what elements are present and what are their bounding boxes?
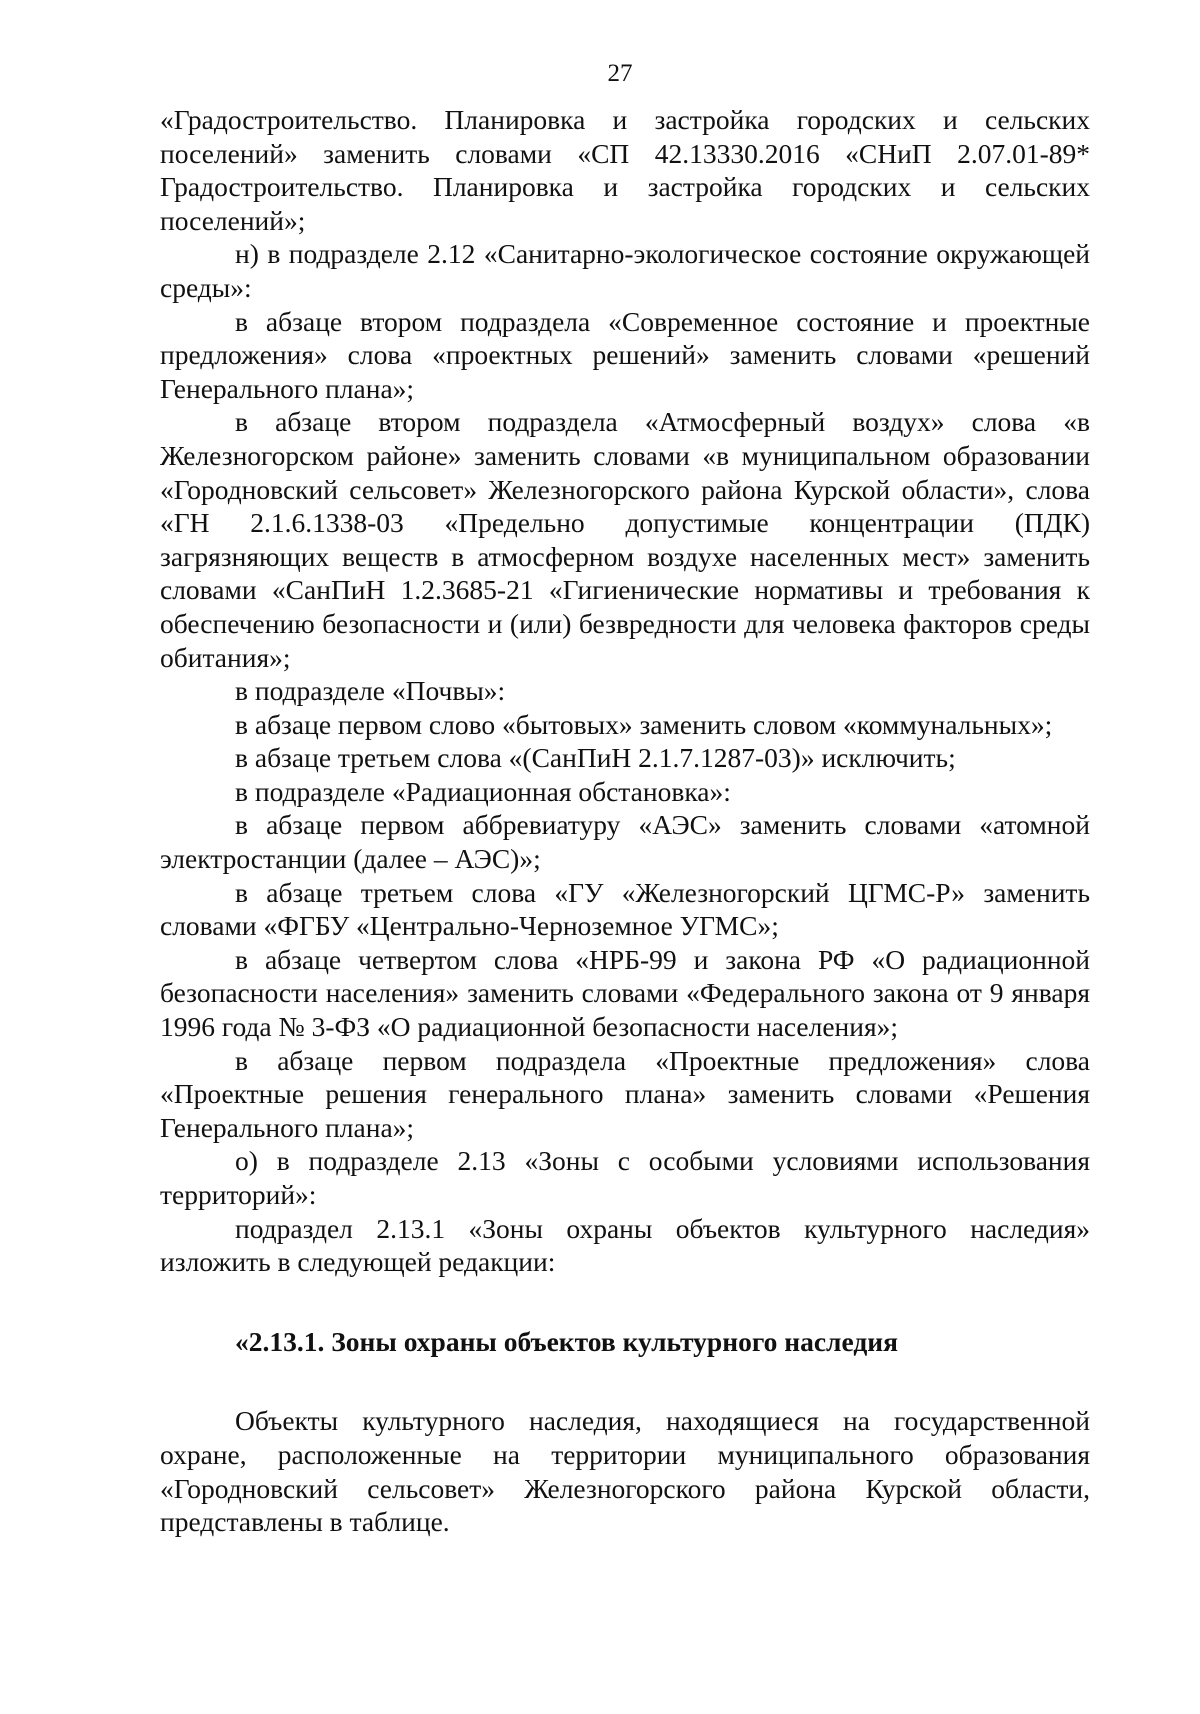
paragraph: в подразделе «Почвы»: <box>235 675 506 707</box>
paragraph: в абзаце третьем слова «(СанПиН 2.1.7.1287-03)» исключить; <box>235 742 956 774</box>
paragraph: н) в подразделе 2.12 «Санитарно-экологическое состояние окружающей среды»: <box>160 238 1090 303</box>
paragraph: в абзаце четвертом слова «НРБ-99 и закона РФ «О радиационной безопасности населения» заменить словами «Федерального закона от 9 января 1996 года № 3-ФЗ «О радиационной безопасности населения»; <box>160 943 1090 1043</box>
section-heading: «2.13.1. Зоны охраны объектов культурного наследия <box>235 1325 898 1357</box>
closing-paragraph: Объекты культурного наследия, находящиеся на государственной охране, расположенные на территории муниципального образования «Городновский сельсовет» Железногорского района Курской области, представлены в таблице. <box>160 1405 1090 1538</box>
paragraph: в подразделе «Радиационная обстановка»: <box>235 775 731 807</box>
paragraph: в абзаце втором подраздела «Современное состояние и проектные предложения» слова «проектных решений» заменить словами «решений Генерального плана»; <box>160 305 1090 404</box>
paragraph: в абзаце первом аббревиатуру «АЭС» заменить словами «атомной электростанции (далее – АЭС)»; <box>160 809 1090 875</box>
paragraph: в абзаце втором подраздела «Атмосферный воздух» слова «в Железногорском районе» заменить словами «в муниципальном образовании «Городновский сельсовет» Железногорского района Курской области», слова «ГН 2.1.6.1338-03 «Предельно допустимые концентрации (ПДК) загрязняющих веществ в атмосферном воздухе населенных мест» заменить словами «СанПиН 1.2.3685-21 «Гигиенические нормативы и требования к обеспечению безопасности и (или) безвредности для человека факторов среды обитания»; <box>160 406 1090 673</box>
document-body <box>160 103 1090 1539</box>
paragraph: в абзаце первом подраздела «Проектные предложения» слова «Проектные решения генерального плана» заменить словами «Решения Генерального плана»; <box>160 1044 1090 1143</box>
paragraph: о) в подразделе 2.13 «Зоны с особыми условиями использования территорий»: <box>160 1145 1090 1210</box>
paragraph: подраздел 2.13.1 «Зоны охраны объектов культурного наследия» изложить в следующей редакции: <box>160 1212 1090 1278</box>
page-number: 27 <box>607 60 633 87</box>
paragraph: в абзаце третьем слова «ГУ «Железногорский ЦГМС-Р» заменить словами «ФГБУ «Центрально-Черноземное УГМС»; <box>160 876 1090 942</box>
paragraph: «Градостроительство. Планировка и застройка городских и сельских поселений» заменить словами «СП 42.13330.2016 «СНиП 2.07.01-89* Градостроительство. Планировка и застройка городских и сельских поселений»; <box>160 104 1090 236</box>
paragraph: в абзаце первом слово «бытовых» заменить словом «коммунальных»; <box>235 708 1053 740</box>
